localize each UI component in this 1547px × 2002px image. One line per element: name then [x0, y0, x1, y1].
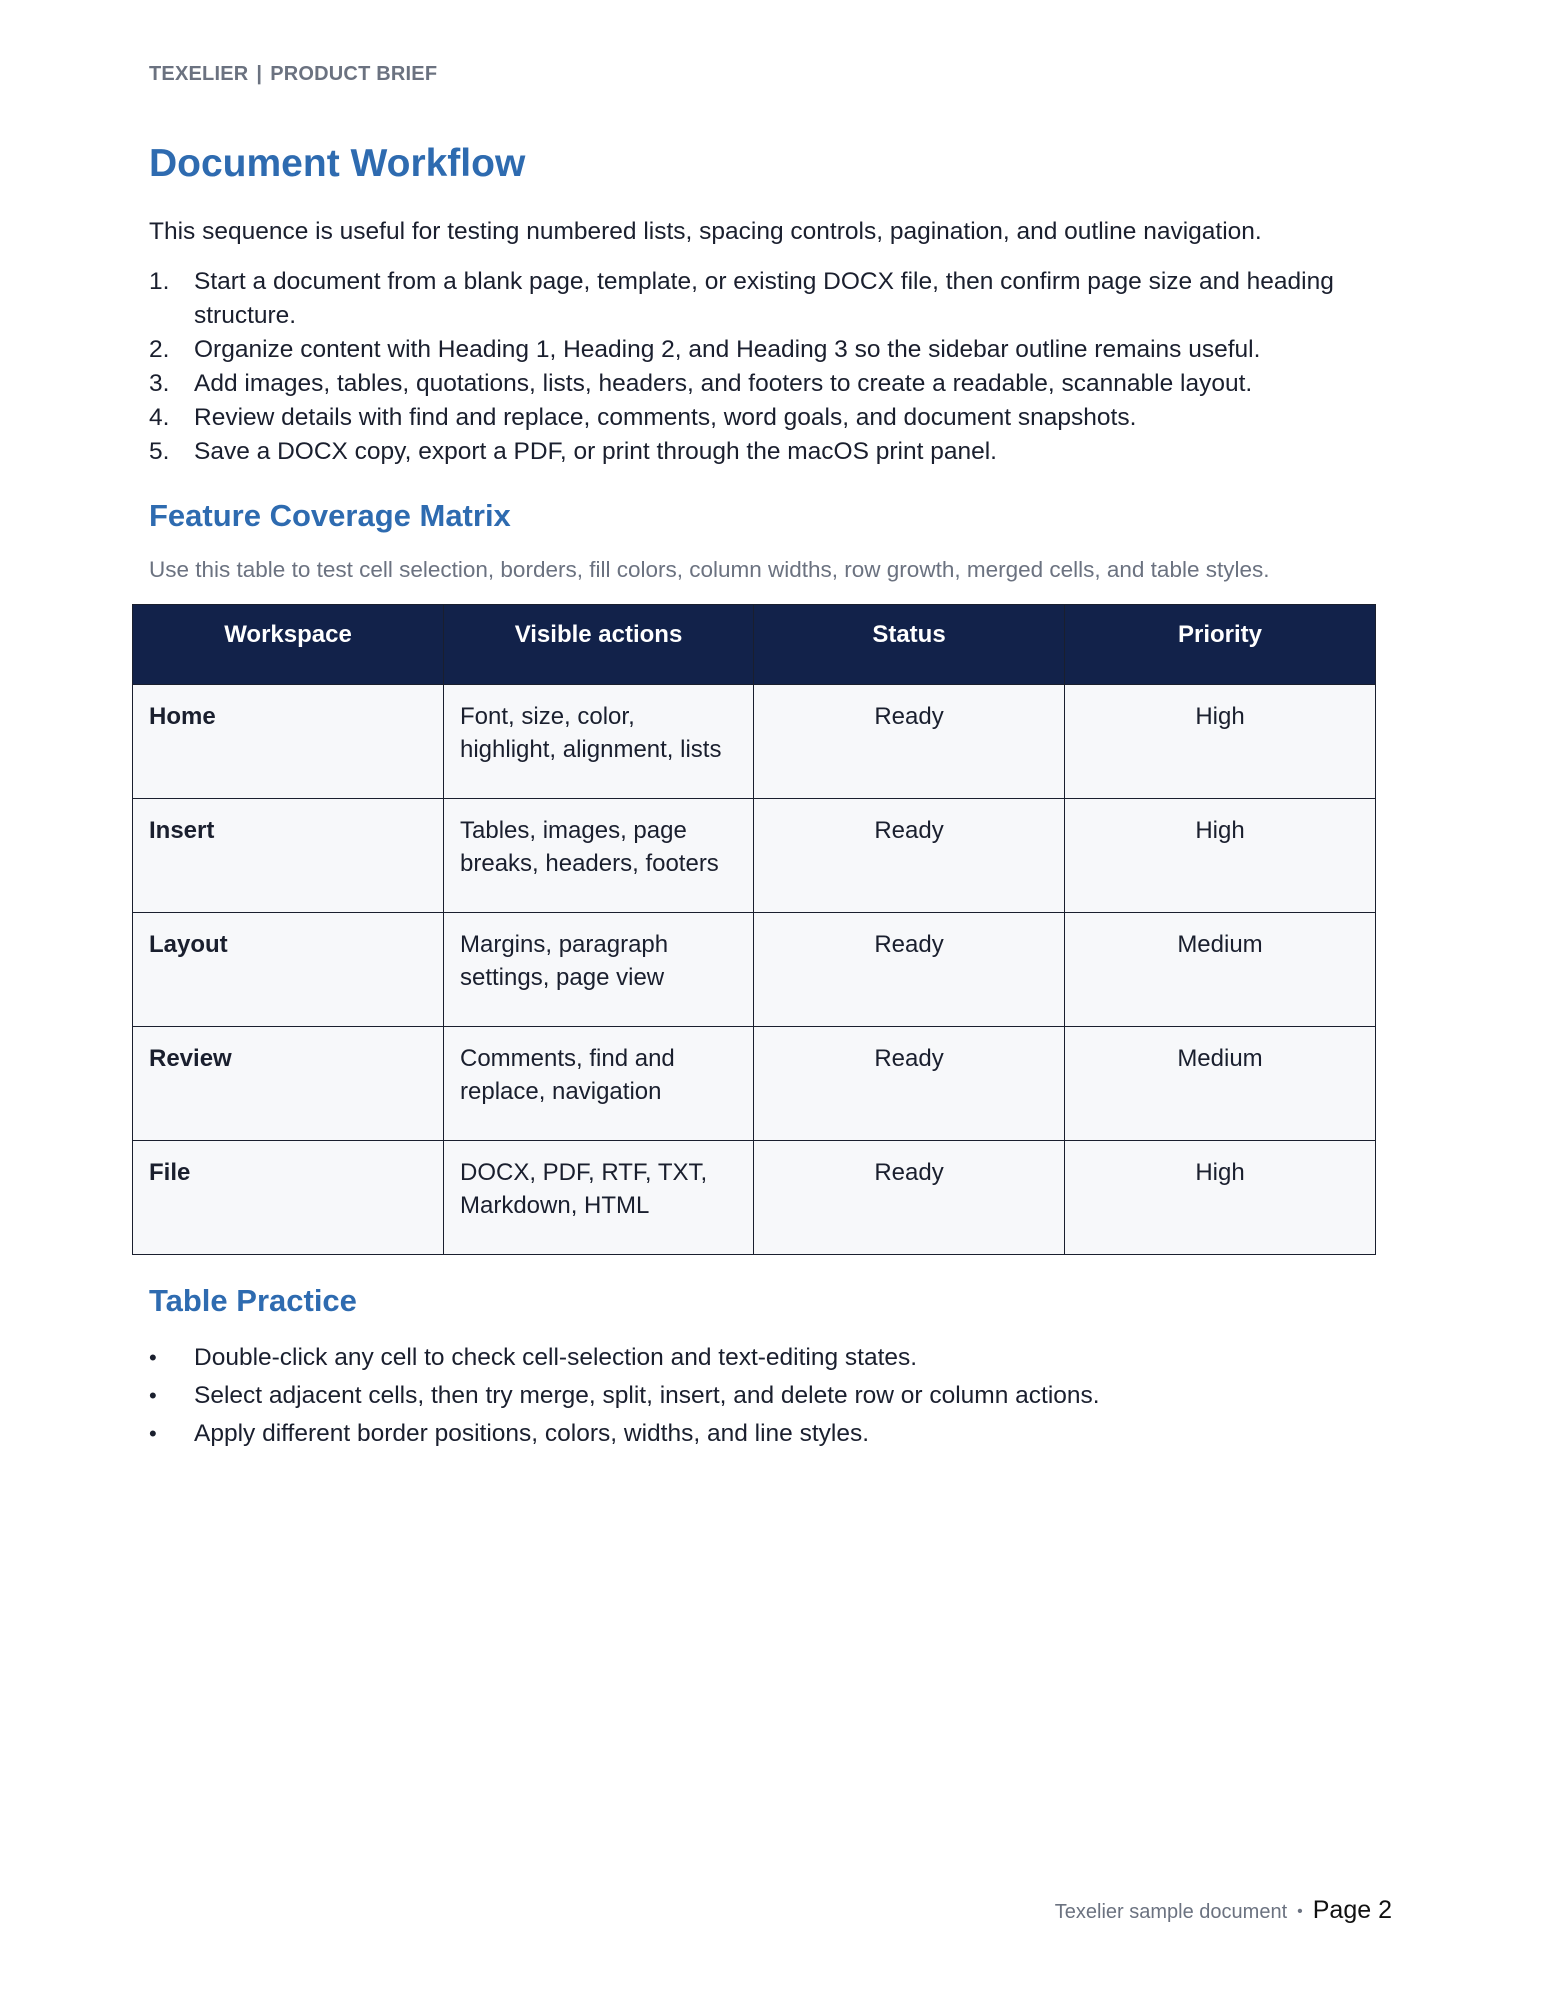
list-item-text: Save a DOCX copy, export a PDF, or print through the macOS print panel.	[194, 438, 997, 465]
table-cell-status[interactable]: Ready	[754, 1141, 1065, 1255]
header-brand: TEXELIER	[149, 63, 249, 85]
column-header-priority[interactable]: Priority	[1065, 605, 1376, 685]
table-cell-workspace[interactable]: Home	[133, 685, 444, 799]
table-cell-status[interactable]: Ready	[754, 799, 1065, 913]
column-header-status[interactable]: Status	[754, 605, 1065, 685]
table-cell-status[interactable]: Ready	[754, 913, 1065, 1027]
table-cell-priority[interactable]: High	[1065, 799, 1376, 913]
list-item-text: Double-click any cell to check cell-selection and text-editing states.	[194, 1344, 918, 1371]
list-item	[149, 435, 1379, 469]
list-item-text: Organize content with Heading 1, Heading 2, and Heading 3 so the sidebar outline remains useful.	[194, 336, 1261, 363]
list-number: 2.	[149, 336, 170, 363]
table-cell-actions[interactable]: Tables, images, page breaks, headers, footers	[444, 799, 754, 913]
table-row	[133, 799, 1376, 913]
table-cell-priority[interactable]: High	[1065, 1141, 1376, 1255]
list-item-text: Start a document from a blank page, template, or existing DOCX file, then confirm page size and heading structure.	[194, 268, 1334, 329]
bullet-icon: •	[149, 1345, 157, 1370]
table-cell-actions[interactable]: Font, size, color, highlight, alignment, lists	[444, 685, 754, 799]
section-heading-matrix: Feature Coverage Matrix	[149, 498, 511, 533]
list-item	[149, 333, 1379, 367]
workflow-steps-list	[149, 265, 1379, 469]
table-header-row	[133, 605, 1376, 685]
table-cell-priority[interactable]: Medium	[1065, 1027, 1376, 1141]
bullet-icon: •	[149, 1421, 157, 1446]
table-cell-status[interactable]: Ready	[754, 1027, 1065, 1141]
list-number: 5.	[149, 438, 170, 465]
table-cell-actions[interactable]: Comments, find and replace, navigation	[444, 1027, 754, 1141]
table-cell-workspace[interactable]: Insert	[133, 799, 444, 913]
table-cell-actions[interactable]: Margins, paragraph settings, page view	[444, 913, 754, 1027]
page-footer	[1055, 1896, 1392, 1925]
section-heading-practice: Table Practice	[149, 1283, 357, 1318]
table-cell-priority[interactable]: High	[1065, 685, 1376, 799]
table-row	[133, 1141, 1376, 1255]
intro-paragraph: This sequence is useful for testing numbered lists, spacing controls, pagination, and outline navigation.	[149, 218, 1262, 245]
table-cell-workspace[interactable]: Review	[133, 1027, 444, 1141]
list-item	[149, 265, 1379, 333]
list-item	[149, 401, 1379, 435]
list-item-text: Add images, tables, quotations, lists, headers, and footers to create a readable, scannable layout.	[194, 370, 1253, 397]
bullet-icon: •	[149, 1383, 157, 1408]
table-row	[133, 685, 1376, 799]
page-title: Document Workflow	[149, 142, 526, 185]
table-practice-list	[149, 1339, 1100, 1453]
table-cell-workspace[interactable]: File	[133, 1141, 444, 1255]
table-cell-priority[interactable]: Medium	[1065, 913, 1376, 1027]
list-item	[149, 1339, 1100, 1377]
list-item-text: Review details with find and replace, comments, word goals, and document snapshots.	[194, 404, 1137, 431]
list-item-text: Select adjacent cells, then try merge, split, insert, and delete row or column actions.	[194, 1382, 1100, 1409]
list-number: 4.	[149, 404, 170, 431]
header-separator: |	[256, 63, 263, 85]
matrix-caption: Use this table to test cell selection, borders, fill colors, column widths, row growth, merged cells, and table styles.	[149, 557, 1270, 582]
list-number: 3.	[149, 370, 170, 397]
header-doc-type: PRODUCT BRIEF	[270, 63, 438, 85]
running-header	[149, 63, 437, 86]
table-cell-status[interactable]: Ready	[754, 685, 1065, 799]
list-item	[149, 1377, 1100, 1415]
table-row	[133, 913, 1376, 1027]
feature-coverage-table[interactable]	[132, 604, 1376, 1255]
list-item	[149, 1415, 1100, 1453]
column-header-workspace[interactable]: Workspace	[133, 605, 444, 685]
table-cell-workspace[interactable]: Layout	[133, 913, 444, 1027]
table-row	[133, 1027, 1376, 1141]
table-cell-actions[interactable]: DOCX, PDF, RTF, TXT, Markdown, HTML	[444, 1141, 754, 1255]
footer-text: Texelier sample document	[1054, 1901, 1288, 1923]
footer-dot: •	[1297, 1903, 1303, 1920]
list-number: 1.	[149, 268, 170, 295]
list-item	[149, 367, 1379, 401]
page-number: Page 2	[1312, 1896, 1392, 1924]
list-item-text: Apply different border positions, colors, widths, and line styles.	[194, 1420, 870, 1447]
column-header-visible-actions[interactable]: Visible actions	[444, 605, 754, 685]
